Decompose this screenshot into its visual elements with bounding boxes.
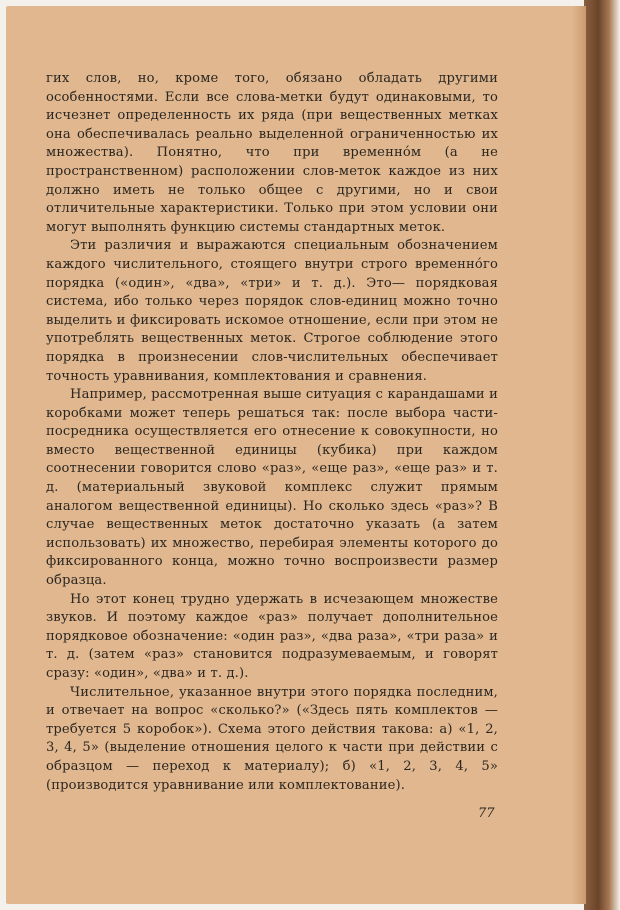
paragraph-4: Но этот конец трудно удержать в исчезающем множестве звуков. И поэтому каждое «раз» получает дополнительное порядковое обозначение: «один раз», «два раза», «три раза» и т. д. (затем «раз» становится подразумеваемым, и говорят сразу: «один», «два» и т. д.). xyxy=(46,591,498,681)
page-edge xyxy=(572,6,586,904)
paragraph-2: Эти различия и выражаются специальным обозначением каждого числительного, стоящего внутри строго временно́го порядка («один», «два», «три» и т. д.). Это— порядковая система, ибо только через порядок слов-единиц можно точно выделить и фиксировать искомое отношение, если при этом не употреблять вещественных меток. Строгое соблюдение этого порядка в произнесении слов-числительных обеспечивает точность уравнивания, комплектования и сравнения. xyxy=(46,238,498,384)
book-spine-shadow xyxy=(584,0,620,910)
paragraph-5: Числительное, указанное внутри этого порядка последним, и отвечает на вопрос «сколько?» («Здесь пять комплектов — требуется 5 коробок»). Схема этого действия такова: а) «1, 2, 3, 4, 5» (выделение отношения целого к части при действии с образцом — переход к материалу); б) «1, 2, 3, 4, 5» (производится уравнивание или комплектование). xyxy=(46,684,498,793)
paragraph-1: гих слов, но, кроме того, обязано обладать другими особенностями. Если все слова-метки будут одинаковыми, то исчезнет определенность их ряда (при вещественных метках она обеспечивалась реально выделенной ограниченностью их множества). Понятно, что при временно́м (а не пространственном) расположении слов-меток каждое из них должно иметь не только общее с другими, но и свои отличительные характеристики. Только при этом условии они могут выполнять функцию системы стандартных меток. xyxy=(46,71,498,235)
body-text xyxy=(46,70,498,795)
paragraph-3: Например, рассмотренная выше ситуация с карандашами и коробками может теперь решаться так: после выбора части-посредника осуществляется его отнесение к совокупности, но вместо вещественной единицы (кубика) при каждом соотнесении говорится слово «раз», «еще раз», «еще раз» и т. д. (материальный звуковой комплекс служит прямым аналогом вещественной единицы). Но сколько здесь «раз»? В случае вещественных меток достаточно указать (а затем использовать) их множество, перебирая элементы которого до фиксированного конца, можно точно воспроизвести размер образца. xyxy=(46,387,498,589)
page-number: 77 xyxy=(478,806,495,821)
